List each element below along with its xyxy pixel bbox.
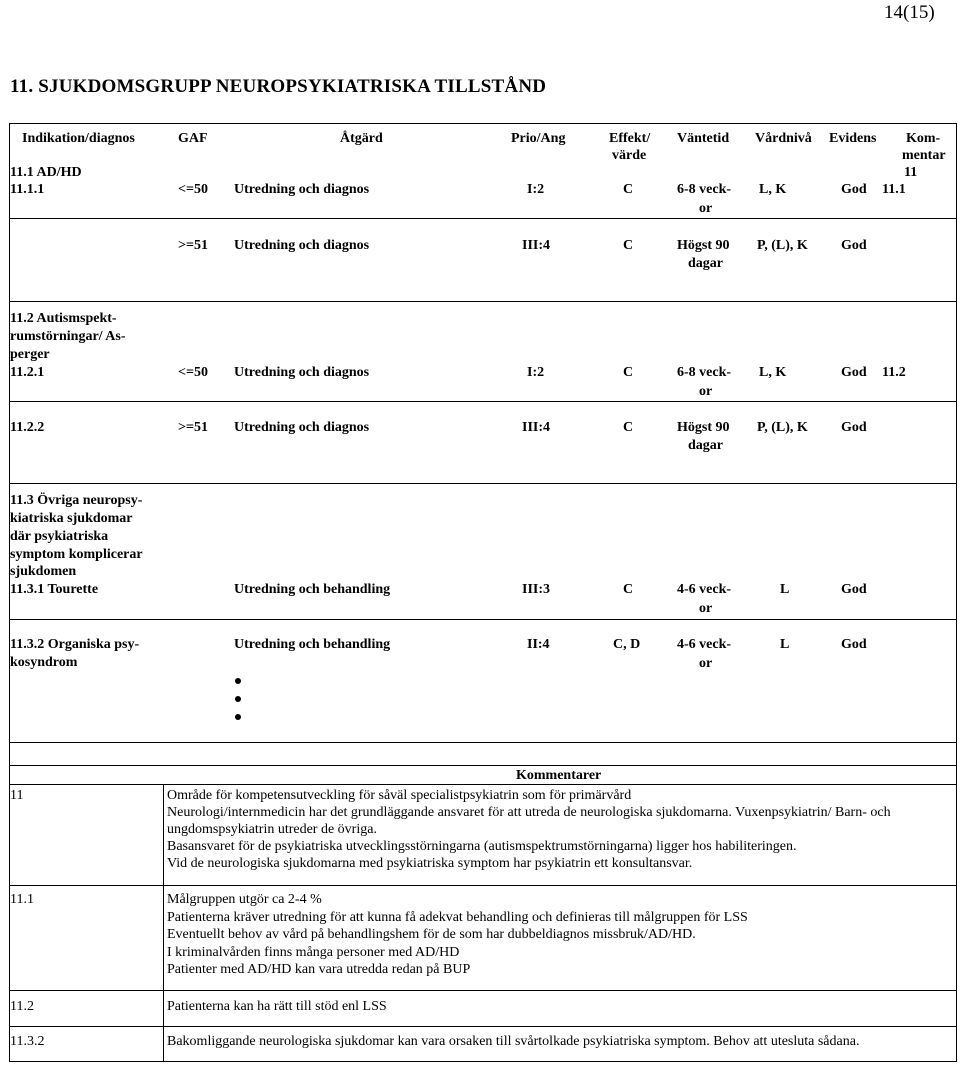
cell-diag-2: kosyndrom <box>10 655 78 670</box>
cell-vardniva: P, (L), K <box>757 238 808 253</box>
comment-id: 11.2 <box>10 999 34 1014</box>
group-label-11-3-line: symptom komplicerar <box>10 547 143 562</box>
cell-prio: I:2 <box>527 365 545 380</box>
cell-vantetid-1: 4-6 veck- <box>677 637 732 652</box>
cell-gaf: >=51 <box>178 420 208 435</box>
cell-effekt: C <box>623 182 634 197</box>
cell-diag-1: 11.3.2 Organiska psy- <box>10 637 140 652</box>
comment-line: Neurologi/internmedicin har det grundläggande ansvaret för att utreda de neurologiska sjukdomarna. Vuxenpsykiatrin/ Barn- och <box>167 805 891 820</box>
comments-heading-rule <box>9 784 957 785</box>
table-border-right <box>956 123 957 766</box>
comment-line: Vid de neurologiska sjukdomarna med psykiatriska symptom har psykiatrin ett konsultansvar. <box>167 856 693 871</box>
cell-kommentar: 11.2 <box>882 365 906 380</box>
group-label-11-3-line: där psykiatriska <box>10 529 109 544</box>
cell-gaf: <=50 <box>178 182 208 197</box>
group-label-11-2-line: perger <box>10 347 50 362</box>
group-comment-11-1: 11 <box>904 165 918 180</box>
group-label-11-2-line: 11.2 Autismspekt- <box>10 311 117 326</box>
cell-vantetid-1: 6-8 veck- <box>677 365 732 380</box>
cell-vardniva: L <box>780 637 790 652</box>
cell-vantetid-2: or <box>699 601 713 616</box>
cell-vantetid-2: dagar <box>688 256 723 271</box>
cell-effekt: C <box>623 238 634 253</box>
cell-vantetid-1: Högst 90 <box>677 420 730 435</box>
comment-line: Område för kompetensutveckling för såväl specialistpsykiatrin som för primärvård <box>167 788 632 803</box>
cell-effekt: C <box>623 365 634 380</box>
section-title: 11. SJUKDOMSGRUPP NEUROPSYKIATRISKA TILLSTÅND <box>10 76 547 97</box>
cell-effekt: C, D <box>613 637 641 652</box>
table-border-left <box>9 123 10 766</box>
cell-prio: I:2 <box>527 182 545 197</box>
group-label-11-2-line: rumstörningar/ As- <box>10 329 126 344</box>
comments-border-left <box>9 765 10 1062</box>
row-divider <box>9 301 957 302</box>
header-kommentar-1: Kom- <box>906 131 941 146</box>
comment-id: 11.1 <box>10 892 34 907</box>
header-vardniva: Vårdnivå <box>755 131 812 146</box>
cell-diag: 11.1.1 <box>10 182 45 197</box>
header-effekt-2: värde <box>612 148 647 163</box>
cell-effekt: C <box>623 420 634 435</box>
comment-id: 11.3.2 <box>10 1034 45 1049</box>
cell-vantetid-2: dagar <box>688 438 723 453</box>
header-gaf: GAF <box>178 131 208 146</box>
table-border-top <box>9 123 957 124</box>
cell-evidens: God <box>841 420 867 435</box>
group-label-11-1: 11.1 AD/HD <box>10 165 82 180</box>
comment-id: 11 <box>10 788 24 803</box>
header-prio: Prio/Ang <box>511 131 566 146</box>
cell-vantetid-2: or <box>699 656 713 671</box>
comments-heading: Kommentarer <box>516 768 602 783</box>
bullet-icon <box>235 696 241 702</box>
cell-diag: 11.3.1 Tourette <box>10 582 99 597</box>
row-divider <box>9 218 957 219</box>
comment-divider <box>9 885 957 886</box>
cell-effekt: C <box>623 582 634 597</box>
group-label-11-3-line: kiatriska sjukdomar <box>10 511 133 526</box>
comments-border-bottom <box>9 1061 957 1062</box>
comment-line: Målgruppen utgör ca 2-4 % <box>167 892 322 907</box>
header-effekt-1: Effekt/ <box>609 131 651 146</box>
comment-line: Patienter med AD/HD kan vara utredda redan på BUP <box>167 962 471 977</box>
cell-gaf: <=50 <box>178 365 208 380</box>
page-number: 14(15) <box>884 2 935 23</box>
comment-line: Patienterna kräver utredning för att kunna få adekvat behandling och definieras till målgruppen för LSS <box>167 910 748 925</box>
group-label-11-3-line: sjukdomen <box>10 564 77 579</box>
group-label-11-3-line: 11.3 Övriga neuropsy- <box>10 493 143 508</box>
row-divider <box>9 401 957 402</box>
table-border-bottom <box>9 765 957 766</box>
cell-prio: III:4 <box>522 238 551 253</box>
cell-diag: 11.2.1 <box>10 365 45 380</box>
cell-prio: III:4 <box>522 420 551 435</box>
header-evidens: Evidens <box>829 131 877 146</box>
cell-vardniva: L <box>780 582 790 597</box>
cell-diag: 11.2.2 <box>10 420 45 435</box>
cell-evidens: God <box>841 637 867 652</box>
cell-kommentar: 11.1 <box>882 182 906 197</box>
row-divider <box>9 483 957 484</box>
cell-atgard: Utredning och diagnos <box>234 420 370 435</box>
header-vantetid: Väntetid <box>677 131 730 146</box>
comment-line: Bakomliggande neurologiska sjukdomar kan vara orsaken till svårtolkade psykiatriska symptom. Behov att utesluta sådana. <box>167 1034 860 1049</box>
comment-line: ungdomspsykiatrin utreder de övriga. <box>167 822 377 837</box>
cell-atgard: Utredning och diagnos <box>234 365 370 380</box>
comment-divider <box>9 990 957 991</box>
cell-vardniva: L, K <box>759 182 787 197</box>
cell-vantetid-1: Högst 90 <box>677 238 730 253</box>
bullet-icon <box>235 714 241 720</box>
cell-atgard: Utredning och diagnos <box>234 238 370 253</box>
cell-vantetid-2: or <box>699 201 713 216</box>
cell-evidens: God <box>841 582 867 597</box>
cell-vantetid-2: or <box>699 384 713 399</box>
header-atgard: Åtgärd <box>340 131 383 146</box>
comment-line: Eventuellt behov av vård på behandlingshem för de som har dubbeldiagnos missbruk/AD/HD. <box>167 927 696 942</box>
cell-gaf: >=51 <box>178 238 208 253</box>
cell-vantetid-1: 6-8 veck- <box>677 182 732 197</box>
cell-atgard: Utredning och behandling <box>234 582 391 597</box>
comments-column-divider <box>163 784 164 1062</box>
comments-border-right <box>956 765 957 1062</box>
row-divider <box>9 619 957 620</box>
header-kommentar-2: mentar <box>902 148 946 163</box>
cell-evidens: God <box>841 365 867 380</box>
cell-evidens: God <box>841 238 867 253</box>
cell-evidens: God <box>841 182 867 197</box>
header-indikation: Indikation/diagnos <box>22 131 135 146</box>
comment-line: Patienterna kan ha rätt till stöd enl LSS <box>167 999 387 1014</box>
comment-divider <box>9 1026 957 1027</box>
row-divider <box>9 742 957 743</box>
comment-line: Basansvaret för de psykiatriska utvecklingsstörningarna (autismspektrumstörningarna) ligger hos habiliteringen. <box>167 839 797 854</box>
cell-vardniva: L, K <box>759 365 787 380</box>
cell-vardniva: P, (L), K <box>757 420 808 435</box>
cell-atgard: Utredning och behandling <box>234 637 391 652</box>
bullet-icon <box>235 678 241 684</box>
cell-atgard: Utredning och diagnos <box>234 182 370 197</box>
comment-line: I kriminalvården finns många personer med AD/HD <box>167 945 460 960</box>
cell-vantetid-1: 4-6 veck- <box>677 582 732 597</box>
cell-prio: II:4 <box>527 637 550 652</box>
cell-prio: III:3 <box>522 582 551 597</box>
